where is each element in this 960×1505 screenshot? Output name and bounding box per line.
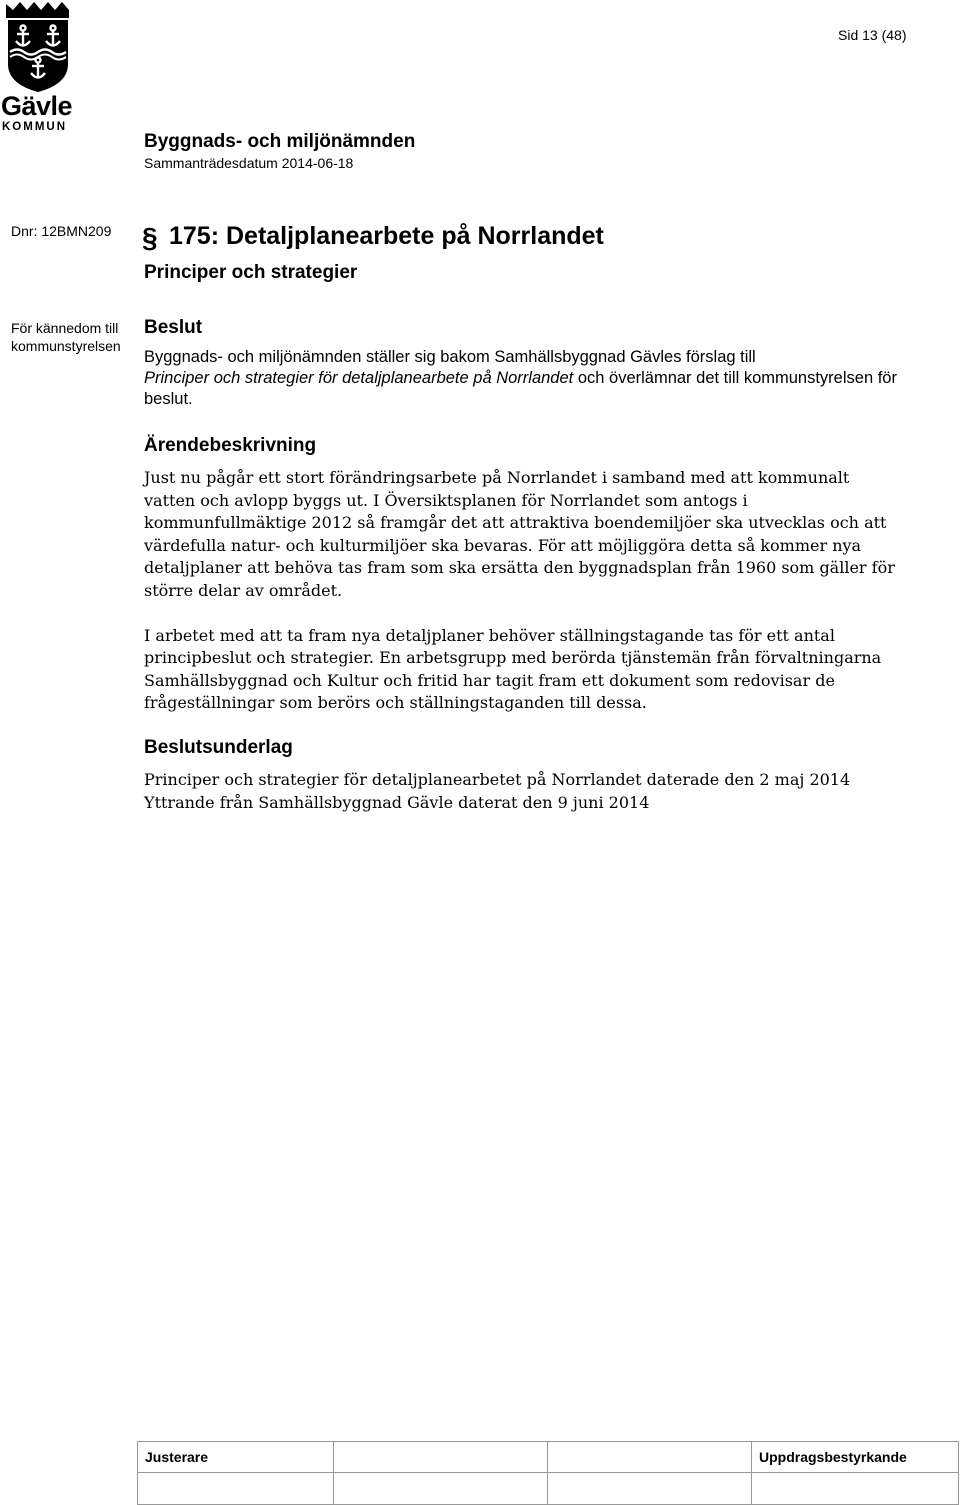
case-title: 175: Detaljplanearbete på Norrlandet bbox=[169, 222, 604, 250]
signature-cell-3 bbox=[548, 1473, 752, 1505]
beslut-document-title: Principer och strategier för detaljplanearbete på Norrlandet bbox=[144, 369, 574, 387]
distribution-note bbox=[11, 319, 141, 355]
justerare-field-2 bbox=[548, 1442, 752, 1473]
arende-paragraph-2: I arbetet med att ta fram nya detaljplaner behöver ställningstagande tas för ett antal principbeslut och strategier. En arbetsgrupp med berörda tjänstemän från förvaltningarna Samhällsbyggnad och Kultur och fritid har tagit fram ett dokument som redovisar de frågeställningar som berörs och ställningstaganden till dessa. bbox=[144, 625, 882, 713]
case-content bbox=[144, 317, 904, 814]
justerare-label: Justerare bbox=[138, 1442, 334, 1473]
committee-name: Byggnads- och miljönämnden bbox=[144, 131, 416, 152]
signature-cell-1 bbox=[138, 1473, 334, 1505]
section-mark: § bbox=[142, 222, 158, 253]
signature-cell-4 bbox=[752, 1473, 959, 1505]
distribution-note-line1: För kännedom till bbox=[11, 320, 119, 336]
page-number: Sid 13 (48) bbox=[838, 27, 907, 43]
beslut-text-part1: Byggnads- och miljönämnden ställer sig bakom Samhällsbyggnad Gävles förslag till bbox=[144, 348, 756, 366]
beslutsunderlag-item-2: Yttrande från Samhällsbyggnad Gävle daterat den 9 juni 2014 bbox=[144, 792, 650, 812]
arende-paragraph-1: Just nu pågår ett stort förändringsarbete på Norrlandet i samband med att kommunalt vatten och avlopp byggs ut. I Översiktsplanen för Norrlandet som antogs i kommunfullmäktige 2012 så framgår det att attraktiva boendemiljöer ska utvecklas och att värdefulla natur- och kulturmiljöer ska bevaras. För att möjliggöra detta så kommer nya detaljplaner att behöva tas fram som ska ersätta den byggnadsplan från 1960 som gäller för större delar av området. bbox=[144, 468, 895, 600]
municipality-logo bbox=[0, 0, 76, 134]
meeting-date: Sammanträdesdatum 2014-06-18 bbox=[144, 155, 354, 171]
signature-table bbox=[137, 1441, 959, 1505]
beslut-text bbox=[144, 347, 904, 410]
coat-of-arms-icon bbox=[0, 0, 76, 100]
beslutsunderlag-heading: Beslutsunderlag bbox=[144, 736, 293, 758]
justerare-field-1 bbox=[334, 1442, 548, 1473]
beslut-heading: Beslut bbox=[144, 317, 203, 338]
beslutsunderlag-item-1: Principer och strategier för detaljplanearbetet på Norrlandet daterade den 2 maj 2014 bbox=[144, 769, 851, 789]
beslut-text-part2: och överlämnar det till kommunstyrelsen för beslut. bbox=[144, 369, 897, 408]
municipality-name: Gävle bbox=[1, 91, 73, 121]
signature-cell-2 bbox=[334, 1473, 548, 1505]
uppdragsbestyrkande-label: Uppdragsbestyrkande bbox=[752, 1442, 959, 1473]
case-subtitle: Principer och strategier bbox=[144, 262, 358, 283]
arende-heading: Ärendebeskrivning bbox=[144, 435, 317, 456]
distribution-note-line2: kommunstyrelsen bbox=[11, 338, 121, 354]
case-number: Dnr: 12BMN209 bbox=[11, 223, 112, 239]
municipality-sub: KOMMUN bbox=[2, 121, 68, 133]
